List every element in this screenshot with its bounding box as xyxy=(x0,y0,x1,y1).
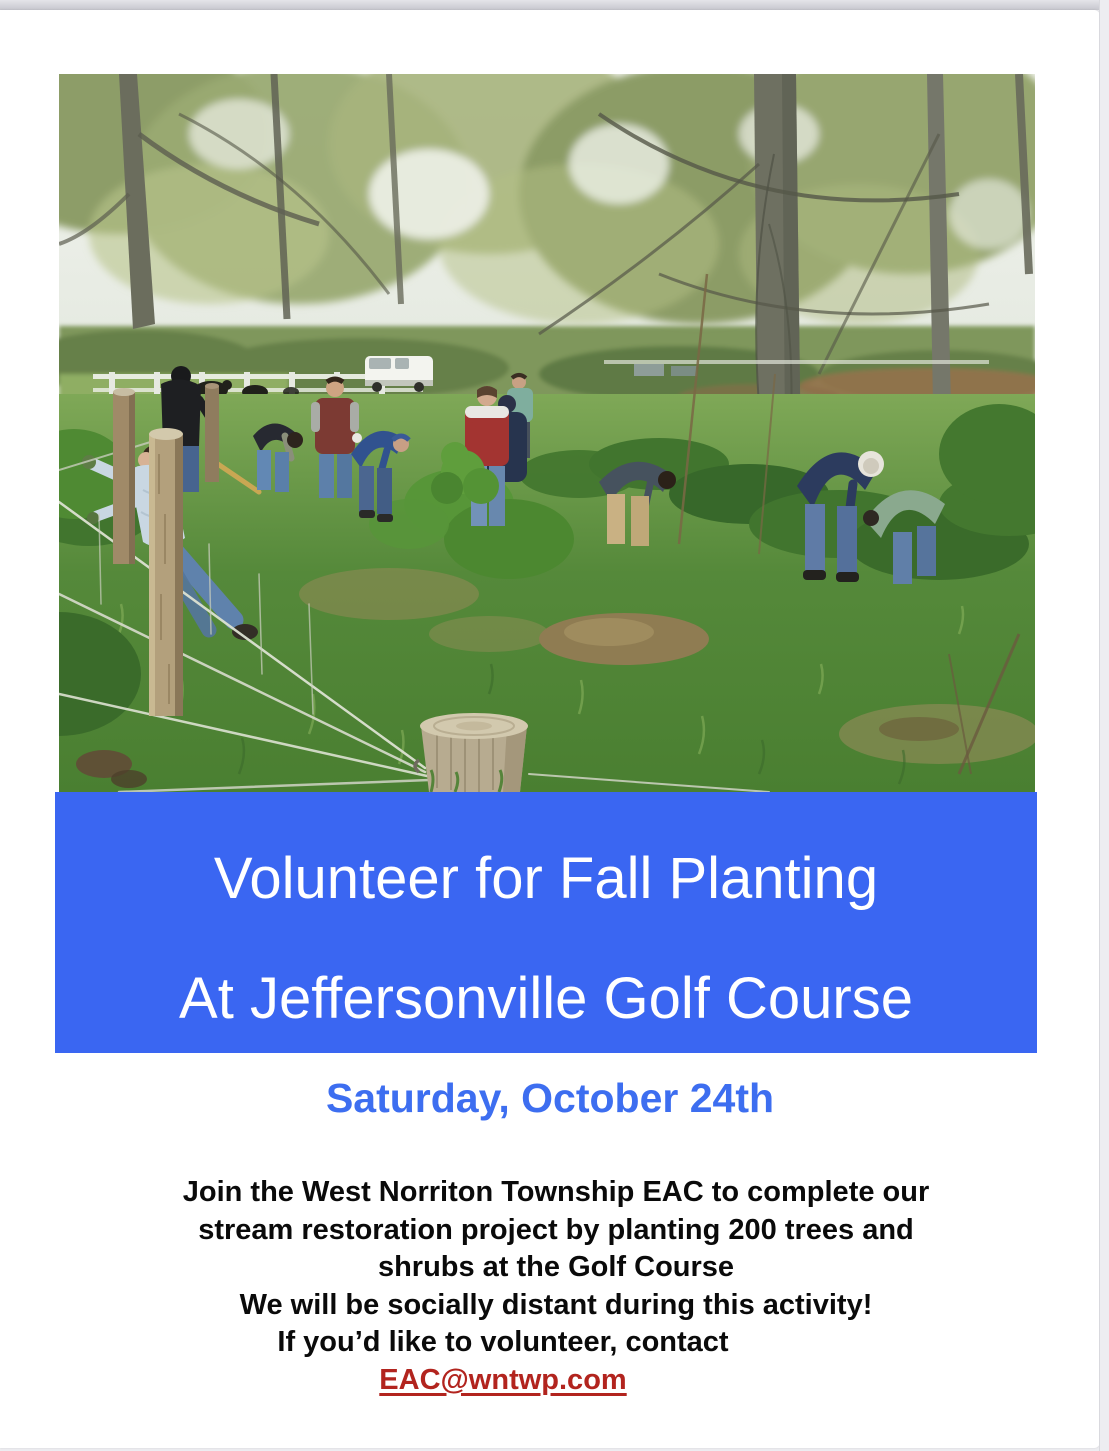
banner-title-line1: Volunteer for Fall Planting xyxy=(213,846,879,911)
banner-title-line2: At Jeffersonville Golf Course xyxy=(179,966,913,1031)
details-line-3: shrubs at the Golf Course xyxy=(377,1251,735,1283)
details-line-1: Join the West Norriton Township EAC to complete our xyxy=(182,1176,930,1208)
flyer-page xyxy=(0,10,1100,1448)
details-line-4: We will be socially distant during this activity! xyxy=(239,1288,873,1321)
volunteers-photo xyxy=(59,74,1035,792)
details-line-5: If you’d like to volunteer, contact xyxy=(277,1326,729,1358)
event-date: Saturday, October 24th xyxy=(325,1075,775,1121)
tree-stump xyxy=(415,713,528,792)
contact-email-link[interactable]: EAC@wntwp.com xyxy=(379,1363,627,1396)
viewer-top-edge xyxy=(0,0,1109,10)
contact-email-row xyxy=(0,1362,1053,1400)
event-details xyxy=(0,1174,1100,1399)
title-banner xyxy=(55,792,1037,1053)
details-line-2: stream restoration project by planting 200 trees and xyxy=(198,1213,914,1246)
photo-scene xyxy=(59,74,1035,792)
viewer-right-edge xyxy=(1099,0,1109,1451)
